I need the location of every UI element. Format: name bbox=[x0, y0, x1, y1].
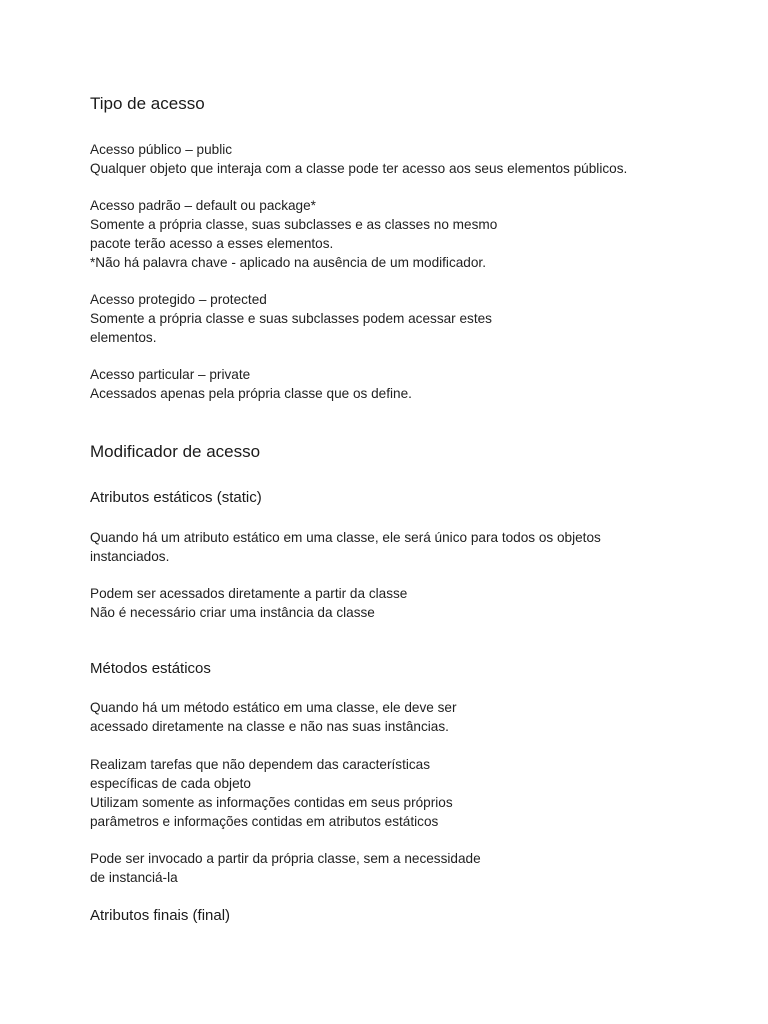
paragraph-tarefas bbox=[90, 755, 453, 831]
paragraph-line: pacote terão acesso a esses elementos. bbox=[90, 236, 334, 251]
paragraph-line: Somente a própria classe e suas subclasses podem acessar estes bbox=[90, 311, 492, 326]
paragraph-line: *Não há palavra chave - aplicado na ausência de um modificador. bbox=[90, 255, 486, 270]
paragraph-acesso-publico bbox=[90, 140, 627, 178]
paragraph-line: Não é necessário criar uma instância da classe bbox=[90, 605, 375, 620]
paragraph-line: Acesso particular – private bbox=[90, 367, 251, 382]
paragraph-line: Acessados apenas pela própria classe que os define. bbox=[90, 386, 412, 401]
paragraph-line: acessado diretamente na classe e não nas suas instâncias. bbox=[90, 719, 449, 734]
paragraph-line: parâmetros e informações contidas em atributos estáticos bbox=[90, 814, 439, 829]
paragraph-line: elementos. bbox=[90, 330, 157, 345]
paragraph-line: Podem ser acessados diretamente a partir da classe bbox=[90, 586, 408, 601]
paragraph-line: específicas de cada objeto bbox=[90, 776, 251, 791]
paragraph-line: Somente a própria classe, suas subclasses e as classes no mesmo bbox=[90, 217, 498, 232]
paragraph-line: Quando há um método estático em uma classe, ele deve ser bbox=[90, 700, 457, 715]
paragraph-acesso-particular bbox=[90, 365, 412, 403]
paragraph-acesso-protegido bbox=[90, 290, 492, 347]
subheading-atributos-estaticos: Atributos estáticos (static) bbox=[90, 489, 262, 506]
paragraph-line: Utilizam somente as informações contidas em seus próprios bbox=[90, 795, 453, 810]
heading-tipo-de-acesso: Tipo de acesso bbox=[90, 94, 205, 113]
subheading-metodos-estaticos: Métodos estáticos bbox=[90, 660, 211, 677]
subheading-atributos-finais: Atributos finais (final) bbox=[90, 907, 231, 924]
paragraph-line: Realizam tarefas que não dependem das características bbox=[90, 757, 431, 772]
paragraph-line: Acesso padrão – default ou package* bbox=[90, 198, 316, 213]
paragraph-line: Quando há um atributo estático em uma classe, ele será único para todos os objetos bbox=[90, 530, 601, 545]
paragraph-line: de instanciá-la bbox=[90, 870, 178, 885]
paragraph-line: instanciados. bbox=[90, 549, 170, 564]
paragraph-acesso-padrao bbox=[90, 196, 497, 272]
paragraph-metodo-estatico bbox=[90, 698, 456, 736]
paragraph-invocacao bbox=[90, 849, 481, 887]
paragraph-line: Qualquer objeto que interaja com a classe pode ter acesso aos seus elementos públicos. bbox=[90, 161, 628, 176]
heading-modificador-de-acesso: Modificador de acesso bbox=[90, 442, 261, 461]
paragraph-line: Acesso público – public bbox=[90, 142, 233, 157]
paragraph-atributo-estatico bbox=[90, 528, 601, 566]
paragraph-acesso-direto bbox=[90, 584, 407, 622]
paragraph-line: Acesso protegido – protected bbox=[90, 292, 267, 307]
paragraph-line: Pode ser invocado a partir da própria classe, sem a necessidade bbox=[90, 851, 481, 866]
